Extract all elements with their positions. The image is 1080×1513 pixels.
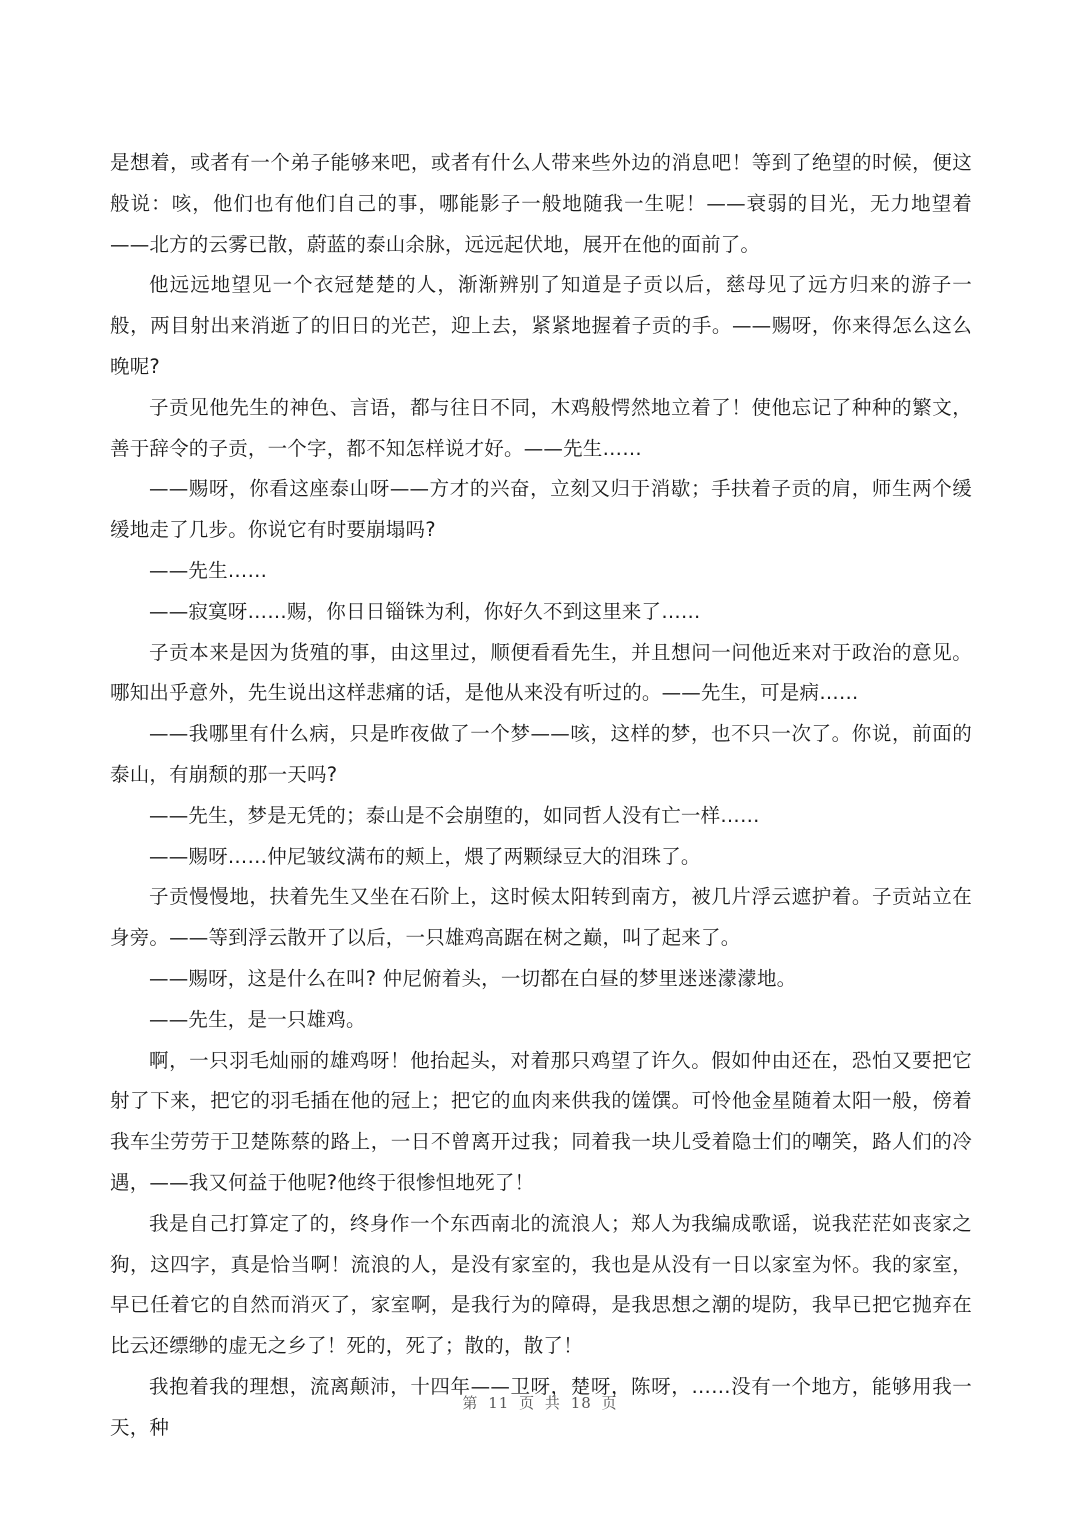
paragraph: ——我哪里有什么病，只是昨夜做了一个梦——咳，这样的梦，也不只一次了。你说，前面的泰山，有崩颓的那一天吗? xyxy=(110,722,972,786)
paragraph: 子贡本来是因为货殖的事，由这里过，顺便看看先生，并且想问一问他近来对于政治的意见。哪知出乎意外，先生说出这样悲痛的话，是他从来没有听过的。——先生，可是病…… xyxy=(110,640,972,705)
footer-page-total: 18 xyxy=(570,1394,592,1412)
paragraph: 他远远地望见一个衣冠楚楚的人，渐渐辨别了知道是子贡以后，慈母见了远方归来的游子一般，两目射出来消逝了的旧日的光芒，迎上去，紧紧地握着子贡的手。——赐呀，你来得怎么这么晚呢? xyxy=(110,273,972,378)
paragraph: 我是自己打算定了的，终身作一个东西南北的流浪人；郑人为我编成歌谣，说我茫茫如丧家之狗，这四字，真是恰当啊！流浪的人，是没有家室的，我也是从没有一日以家室为怀。我的家室，早已任着它的自然而消灭了，家室啊，是我行为的障碍，是我思想之潮的堤防，我早已把它抛弃在比云还缥缈的虚无之乡了！死的，死了；散的，散了！ xyxy=(110,1211,972,1358)
paragraph: ——赐呀，这是什么在叫? 仲尼俯着头，一切都在白昼的梦里迷迷濛濛地。 xyxy=(149,966,797,990)
body-text xyxy=(110,143,972,1449)
page-footer xyxy=(0,1392,1080,1413)
paragraph: 啊，一只羽毛灿丽的雄鸡呀！他抬起头，对着那只鸡望了许久。假如仲由还在，恐怕又要把它射了下来，把它的羽毛插在他的冠上；把它的血肉来供我的馐馔。可怜他金星随着太阳一般，傍着我车尘劳劳于卫楚陈蔡的路上，一日不曾离开过我；同着我一块儿受着隐士们的嘲笑，路人们的冷遇，——我又何益于他呢?他终于很惨怛地死了！ xyxy=(110,1048,972,1194)
paragraph: ——先生，梦是无凭的；泰山是不会崩堕的，如同哲人没有亡一样…… xyxy=(149,803,760,827)
paragraph: ——赐呀……仲尼皱纹满布的颊上，煨了两颗绿豆大的泪珠了。 xyxy=(149,844,701,868)
footer-label-di: 第 xyxy=(462,1394,479,1412)
footer-label-ye: 页 xyxy=(519,1394,536,1412)
footer-label-gong: 共 xyxy=(544,1394,561,1412)
paragraph: ——寂寞呀……赐，你日日锱铢为利，你好久不到这里来了…… xyxy=(149,599,701,623)
paragraph: 子贡见他先生的神色、言语，都与往日不同，木鸡般愕然地立着了！使他忘记了种种的繁文，善于辞令的子贡，一个字，都不知怎样说才好。——先生…… xyxy=(110,395,972,460)
paragraph: ——赐呀，你看这座泰山呀——方才的兴奋，立刻又归于消歇；手扶着子贡的肩，师生两个缓缓地走了几步。你说它有时要崩塌吗? xyxy=(110,477,972,542)
paragraph: 是想着，或者有一个弟子能够来吧，或者有什么人带来些外边的消息吧！等到了绝望的时候，便这般说：咳，他们也有他们自己的事，哪能影子一般地随我一生呢！——衰弱的目光，无力地望着——北方的云雾已散，蔚蓝的泰山余脉，远远起伏地，展开在他的面前了。 xyxy=(110,151,972,256)
paragraph: 我抱着我的理想，流离颠沛，十四年——卫呀，楚呀，陈呀，……没有一个地方，能够用我一天，种 xyxy=(110,1374,972,1439)
paragraph: 子贡慢慢地，扶着先生又坐在石阶上，这时候太阳转到南方，被几片浮云遮护着。子贡站立在身旁。——等到浮云散开了以后，一只雄鸡高踞在树之巅，叫了起来了。 xyxy=(110,885,972,950)
paragraph: ——先生…… xyxy=(149,558,268,582)
paragraph: ——先生，是一只雄鸡。 xyxy=(149,1007,366,1031)
footer-label-ye2: 页 xyxy=(601,1394,618,1412)
footer-page-current: 11 xyxy=(488,1394,510,1412)
